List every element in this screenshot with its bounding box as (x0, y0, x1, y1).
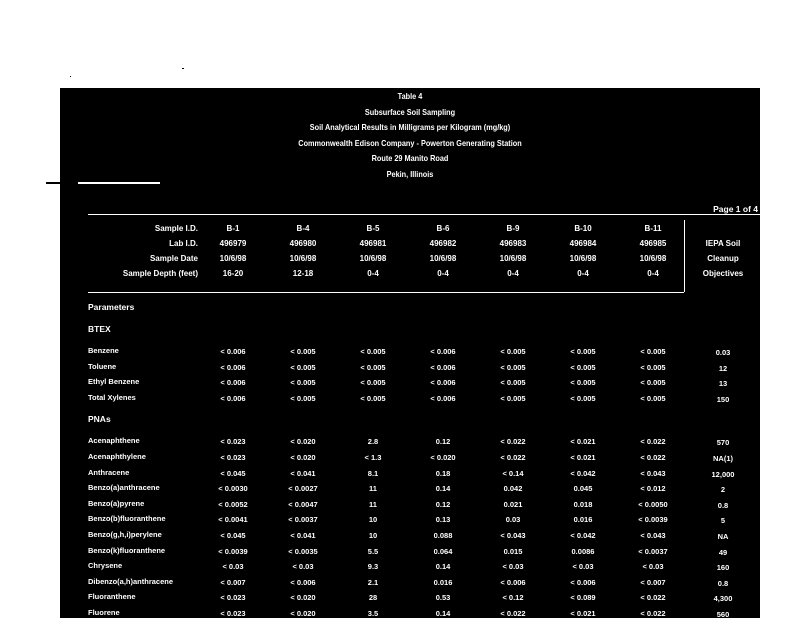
parameter-name: Benzo(a)pyrene (88, 498, 145, 508)
iepa-header-line: Objectives (702, 269, 744, 278)
sample-date: 10/6/98 (569, 254, 597, 263)
parameter-name: Fluoranthene (88, 592, 136, 602)
result-value: 0.14 (435, 609, 451, 618)
sample-depth: 12-18 (292, 269, 314, 278)
result-value: < 0.005 (500, 347, 526, 356)
result-value: 2.8 (367, 437, 379, 447)
iepa-objective: 560 (716, 610, 730, 619)
result-value: < 0.0037 (638, 546, 668, 556)
result-value: < 0.005 (570, 362, 596, 372)
parameter-name: Acenaphthene (88, 436, 140, 446)
result-value: < 0.022 (640, 593, 666, 603)
result-value: 11 (369, 484, 377, 494)
result-value: 0.0086 (571, 624, 595, 634)
result-value: < 0.006 (220, 347, 246, 356)
header-label: Sample I.D. (154, 224, 198, 233)
result-value: < 0.0027 (288, 484, 318, 494)
sample-id: B-10 (574, 224, 592, 233)
result-value: < 0.042 (570, 468, 596, 478)
result-value: < 0.041 (290, 468, 316, 478)
result-value: < 0.045 (220, 531, 246, 540)
result-value: < 0.03 (222, 562, 244, 572)
result-value: < 0.022 (500, 609, 526, 618)
result-value: < 0.023 (220, 437, 246, 447)
sample-depth: 0-4 (647, 269, 659, 278)
scanned-document (60, 88, 760, 635)
result-value: < 0.0039 (638, 515, 668, 525)
result-value: 0.070 (433, 624, 453, 634)
sample-depth: 0-4 (367, 269, 379, 278)
result-value: < 0.006 (220, 393, 246, 403)
result-value: 10 (368, 515, 378, 525)
result-value: < 0.006 (220, 378, 246, 388)
result-value: < 0.14 (502, 468, 524, 478)
result-value: < 0.0060 (218, 624, 248, 634)
iepa-objective: 4,300 (713, 594, 733, 604)
result-value: < 0.0037 (288, 515, 318, 525)
parameter-name: Benzene (88, 346, 119, 355)
result-value: < 0.005 (500, 393, 526, 403)
result-value: 0.18 (435, 468, 451, 478)
title-line: Soil Analytical Results in Milligrams per Kilogram (mg/kg) (309, 122, 511, 132)
result-value: < 0.007 (220, 577, 246, 587)
parameter-name: Toluene (88, 361, 117, 371)
result-value: < 0.0050 (288, 624, 318, 634)
result-value: < 0.005 (500, 378, 526, 388)
result-value: < 0.0060 (638, 624, 668, 634)
result-value: < 0.03 (502, 562, 524, 572)
sample-id: B-4 (296, 224, 310, 233)
sample-lab: 496980 (289, 239, 317, 248)
iepa-objective: 2 (720, 485, 726, 495)
result-value: 0.064 (433, 546, 453, 556)
iepa-objective: 0.03 (715, 348, 731, 357)
sample-depth: 0-4 (437, 269, 449, 278)
sample-lab: 496979 (219, 239, 247, 248)
result-value: < 0.023 (220, 453, 246, 462)
sample-date: 10/6/98 (359, 254, 387, 263)
iepa-objective: 12,000 (711, 469, 735, 479)
iepa-objective: 160 (716, 563, 730, 573)
result-value: < 0.0052 (218, 499, 248, 509)
result-value: < 0.005 (570, 378, 596, 388)
iepa-objective: NA (717, 532, 729, 541)
result-value: 8.1 (367, 468, 379, 478)
result-value: < 0.022 (640, 453, 666, 462)
result-value: < 0.005 (360, 362, 386, 372)
iepa-objective: 5 (720, 516, 726, 526)
result-value: < 0.005 (360, 347, 386, 356)
result-value: 0.042 (503, 484, 523, 494)
result-value: < 0.021 (570, 609, 596, 618)
result-value: < 0.041 (290, 531, 316, 540)
result-value: < 0.023 (220, 593, 246, 603)
result-value: < 0.012 (640, 484, 666, 494)
sample-lab: 496981 (359, 239, 387, 248)
result-value: < 0.020 (430, 453, 456, 462)
result-value: < 0.006 (570, 577, 596, 587)
parameter-name: Benzo(k)fluoranthene (88, 545, 166, 555)
title-line: Pekin, Illinois (386, 168, 434, 179)
result-value: < 0.006 (430, 362, 456, 372)
result-value: < 1.3 (364, 453, 382, 462)
result-value: 7.0 (367, 624, 379, 634)
header-bottom-rule (88, 292, 684, 293)
parameter-name: Benzo(b)fluoranthene (88, 514, 166, 524)
result-value: < 0.03 (292, 562, 314, 572)
iepa-objective: 12 (718, 363, 728, 373)
sample-lab: 496984 (569, 239, 597, 248)
iepa-objective: 14 (718, 625, 728, 635)
parameter-name: Benzo(g,h,i)perylene (88, 530, 162, 539)
sample-date: 10/6/98 (429, 254, 457, 263)
sample-id: B-1 (226, 224, 240, 233)
result-value: < 0.021 (570, 437, 596, 447)
header-label: Sample Date (149, 254, 198, 263)
result-value: 0.015 (503, 546, 523, 556)
result-value: < 0.0035 (288, 546, 318, 556)
result-value: 0.12 (435, 437, 451, 447)
result-value: < 0.005 (360, 378, 386, 388)
result-value: 9.3 (367, 562, 379, 572)
header-label: Sample Depth (feet) (122, 269, 198, 278)
sample-depth: 0-4 (507, 269, 519, 278)
iepa-objective: 0.8 (717, 578, 729, 588)
title-line: Table 4 (397, 91, 423, 101)
result-value: < 0.089 (570, 593, 596, 603)
result-value: 2.1 (367, 577, 379, 587)
result-value: < 0.043 (500, 531, 526, 540)
section-label: PNAs (88, 414, 111, 425)
result-value: 28 (368, 593, 378, 603)
result-value: 0.021 (503, 499, 523, 509)
result-value: 0.014 (503, 624, 523, 634)
result-value: < 0.005 (640, 362, 666, 372)
parameter-name: Fluorene (88, 608, 120, 617)
result-value: < 0.005 (570, 393, 596, 403)
result-value: < 0.045 (220, 468, 246, 478)
result-value: 0.088 (433, 531, 453, 540)
result-value: < 0.022 (640, 609, 666, 618)
result-value: < 0.020 (290, 437, 316, 447)
parameter-name: Indeno(1,2,3-cd)pyrene (88, 623, 171, 633)
sample-id: B-6 (436, 224, 450, 233)
iepa-objective: 0.8 (717, 500, 729, 510)
result-value: < 0.0041 (218, 515, 248, 525)
result-value: 10 (368, 531, 378, 540)
result-value: < 0.006 (500, 577, 526, 587)
result-value: < 0.03 (572, 562, 594, 572)
section-label: Parameters (88, 302, 135, 312)
iepa-objective: 150 (716, 394, 730, 404)
result-value: 0.13 (435, 515, 451, 525)
iepa-objective: 13 (718, 379, 728, 389)
result-value: < 0.005 (290, 347, 316, 356)
result-value: 0.016 (433, 577, 453, 587)
result-value: < 0.042 (570, 531, 596, 540)
result-value: < 0.0039 (218, 546, 248, 556)
section-label: BTEX (88, 324, 111, 334)
result-value: < 0.0050 (638, 499, 668, 509)
result-value: 0.045 (573, 484, 593, 494)
result-value: 0.53 (435, 593, 451, 603)
result-value: < 0.006 (220, 362, 246, 372)
result-value: < 0.0047 (288, 499, 318, 509)
parameter-name: Benzo(a)anthracene (88, 483, 160, 493)
sample-lab: 496983 (499, 239, 527, 248)
table-title-block (60, 89, 760, 182)
parameter-name: Dibenzo(a,h)anthracene (88, 576, 174, 586)
header-top-rule (88, 214, 760, 215)
sample-date: 10/6/98 (219, 254, 247, 263)
result-value: < 0.006 (430, 393, 456, 403)
scan-dash-line (78, 182, 160, 184)
sample-depth: 16-20 (222, 269, 244, 278)
parameter-name: Ethyl Benzene (88, 377, 140, 387)
result-value: 0.0086 (571, 546, 595, 556)
parameter-name: Total Xylenes (88, 392, 136, 402)
result-value: < 0.03 (642, 562, 664, 572)
sample-date: 10/6/98 (289, 254, 317, 263)
sample-id: B-5 (366, 224, 380, 233)
iepa-objective: 570 (716, 438, 730, 448)
result-value: 3.5 (367, 609, 379, 618)
sample-lab: 496982 (429, 239, 457, 248)
result-value: < 0.12 (502, 593, 524, 603)
result-value: < 0.043 (640, 531, 666, 540)
iepa-header-line: IEPA Soil (705, 239, 741, 248)
title-line: Subsurface Soil Sampling (364, 106, 456, 117)
result-value: < 0.006 (430, 378, 456, 388)
result-value: < 0.005 (570, 347, 596, 356)
result-value: < 0.005 (290, 393, 316, 403)
parameter-name: Anthracene (88, 467, 130, 477)
result-value: < 0.005 (360, 393, 386, 403)
result-value: < 0.005 (640, 347, 666, 356)
iepa-header-line: Cleanup (707, 254, 739, 263)
scan-speck (70, 76, 71, 77)
result-value: 0.12 (435, 499, 451, 509)
result-value: < 0.005 (290, 362, 316, 372)
result-value: 0.14 (435, 484, 451, 494)
result-value: < 0.020 (290, 593, 316, 603)
result-value: < 0.022 (640, 437, 666, 447)
result-value: < 0.023 (220, 609, 246, 618)
sample-id: B-11 (644, 224, 662, 233)
result-value: < 0.005 (640, 378, 666, 388)
result-value: < 0.005 (640, 393, 666, 403)
result-value: < 0.005 (290, 378, 316, 388)
result-value: < 0.022 (500, 437, 526, 447)
result-value: < 0.007 (640, 577, 666, 587)
result-value: 0.016 (573, 515, 593, 525)
sample-lab: 496985 (639, 239, 667, 248)
iepa-objective: 49 (718, 547, 728, 557)
result-value: < 0.006 (290, 577, 316, 587)
result-value: < 0.0030 (218, 484, 248, 494)
result-value: 0.14 (435, 562, 451, 572)
result-value: < 0.005 (500, 362, 526, 372)
header-label: Lab I.D. (169, 239, 198, 248)
parameter-name: Acenaphthylene (88, 452, 146, 461)
scan-speck (182, 68, 184, 69)
sample-date: 10/6/98 (639, 254, 667, 263)
result-value: 0.03 (505, 515, 521, 525)
result-value: < 0.021 (570, 453, 596, 462)
result-value: < 0.020 (290, 609, 316, 618)
sample-depth: 0-4 (577, 269, 589, 278)
parameter-name: Chrysene (88, 561, 123, 571)
iepa-objective: NA(1) (713, 454, 733, 463)
result-value: < 0.006 (430, 347, 456, 356)
result-value: < 0.043 (640, 468, 666, 478)
page-label: Page 1 of 4 (713, 204, 758, 214)
result-value: < 0.022 (500, 453, 526, 462)
result-value: 11 (369, 499, 377, 509)
result-value: < 0.020 (290, 453, 316, 462)
sample-date: 10/6/98 (499, 254, 527, 263)
title-line: Commonwealth Edison Company - Powerton Generating Station (298, 137, 522, 148)
result-value: 0.018 (573, 499, 593, 509)
title-line: Route 29 Manito Road (371, 153, 449, 163)
result-value: 5.5 (367, 546, 379, 556)
sample-id: B-9 (506, 224, 520, 233)
